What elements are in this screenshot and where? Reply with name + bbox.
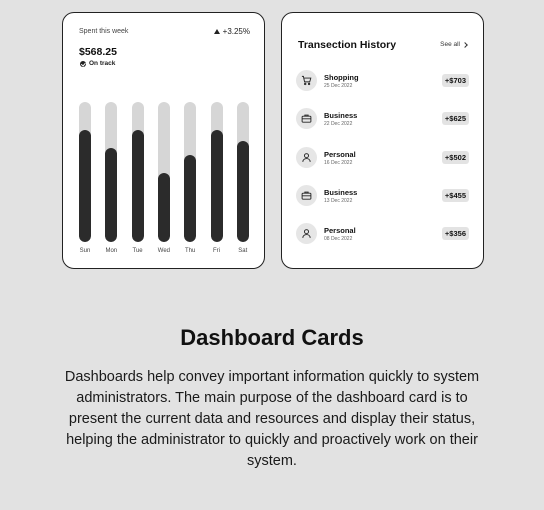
transaction-date: 22 Dec 2022	[324, 121, 353, 128]
see-all-label: See all	[440, 41, 460, 48]
change-value: +3.25%	[222, 27, 250, 36]
transaction-date: 13 Dec 2022	[324, 197, 353, 204]
section-description: Dashboards help convey important information quickly to system administrators. The main purpose of the dashboard card is to present the current data and resources and display their status, helping the administrator to quickly and proactively work on their system.	[64, 369, 480, 469]
bar-tue	[132, 130, 144, 242]
transaction-history-card	[281, 12, 484, 269]
transaction-row[interactable]	[296, 147, 469, 169]
change-indicator	[214, 27, 250, 36]
transaction-amount: +$703	[442, 74, 469, 87]
bar-track-thu	[184, 102, 196, 242]
section-title: Dashboard Cards	[180, 325, 364, 350]
day-label: Tue	[132, 248, 143, 254]
status-badge	[80, 60, 115, 67]
transaction-amount: +$625	[442, 112, 469, 125]
bar-track-fri	[211, 102, 223, 242]
bar-wed	[158, 173, 170, 242]
transaction-date: 16 Dec 2022	[324, 159, 353, 166]
day-label: Mon	[105, 248, 118, 254]
weekly-bar-chart	[75, 102, 255, 242]
bar-sat	[237, 141, 249, 242]
bar-fri	[211, 130, 223, 242]
transaction-row[interactable]	[296, 185, 469, 207]
card-title: Transection History	[298, 39, 397, 51]
transaction-amount: +$455	[442, 189, 469, 202]
day-label: Thu	[185, 248, 196, 254]
arrow-up-icon	[214, 29, 220, 34]
transaction-category: Personal	[324, 226, 356, 236]
transaction-date: 25 Dec 2022	[324, 83, 353, 89]
transaction-row[interactable]	[296, 108, 469, 130]
chevron-right-icon	[462, 42, 468, 48]
spending-card	[62, 12, 265, 269]
day-label: Sun	[79, 248, 91, 254]
bar-track-mon	[105, 102, 117, 242]
bar-track-sat	[237, 102, 249, 242]
transaction-amount: +$502	[442, 151, 469, 164]
transaction-category: Business	[324, 187, 358, 197]
briefcase-icon	[296, 185, 317, 206]
spent-label: Spent this week	[79, 28, 129, 35]
transaction-category: Shopping	[324, 73, 359, 82]
check-circle-icon	[80, 61, 86, 67]
bar-thu	[184, 155, 196, 242]
day-label: Fri	[213, 248, 220, 254]
bar-track-wed	[158, 102, 170, 242]
transaction-row[interactable]	[296, 70, 469, 92]
day-label: Wed	[157, 248, 170, 254]
see-all-link[interactable]	[440, 41, 467, 48]
bar-track-tue	[132, 102, 144, 242]
cart-icon	[296, 70, 317, 91]
day-label: Sat	[238, 248, 248, 254]
briefcase-icon	[296, 108, 317, 129]
transaction-category: Business	[324, 111, 358, 121]
status-text: On track	[89, 60, 116, 67]
user-icon	[296, 223, 317, 244]
user-icon	[296, 147, 317, 168]
transaction-category: Personal	[324, 149, 356, 159]
transaction-date: 08 Dec 2022	[324, 236, 353, 243]
transaction-amount: +$356	[442, 227, 469, 240]
transaction-row[interactable]	[296, 223, 469, 245]
spent-amount: $568.25	[79, 46, 117, 58]
bar-track-sun	[79, 102, 91, 242]
bar-sun	[79, 130, 91, 242]
bar-mon	[105, 148, 117, 242]
